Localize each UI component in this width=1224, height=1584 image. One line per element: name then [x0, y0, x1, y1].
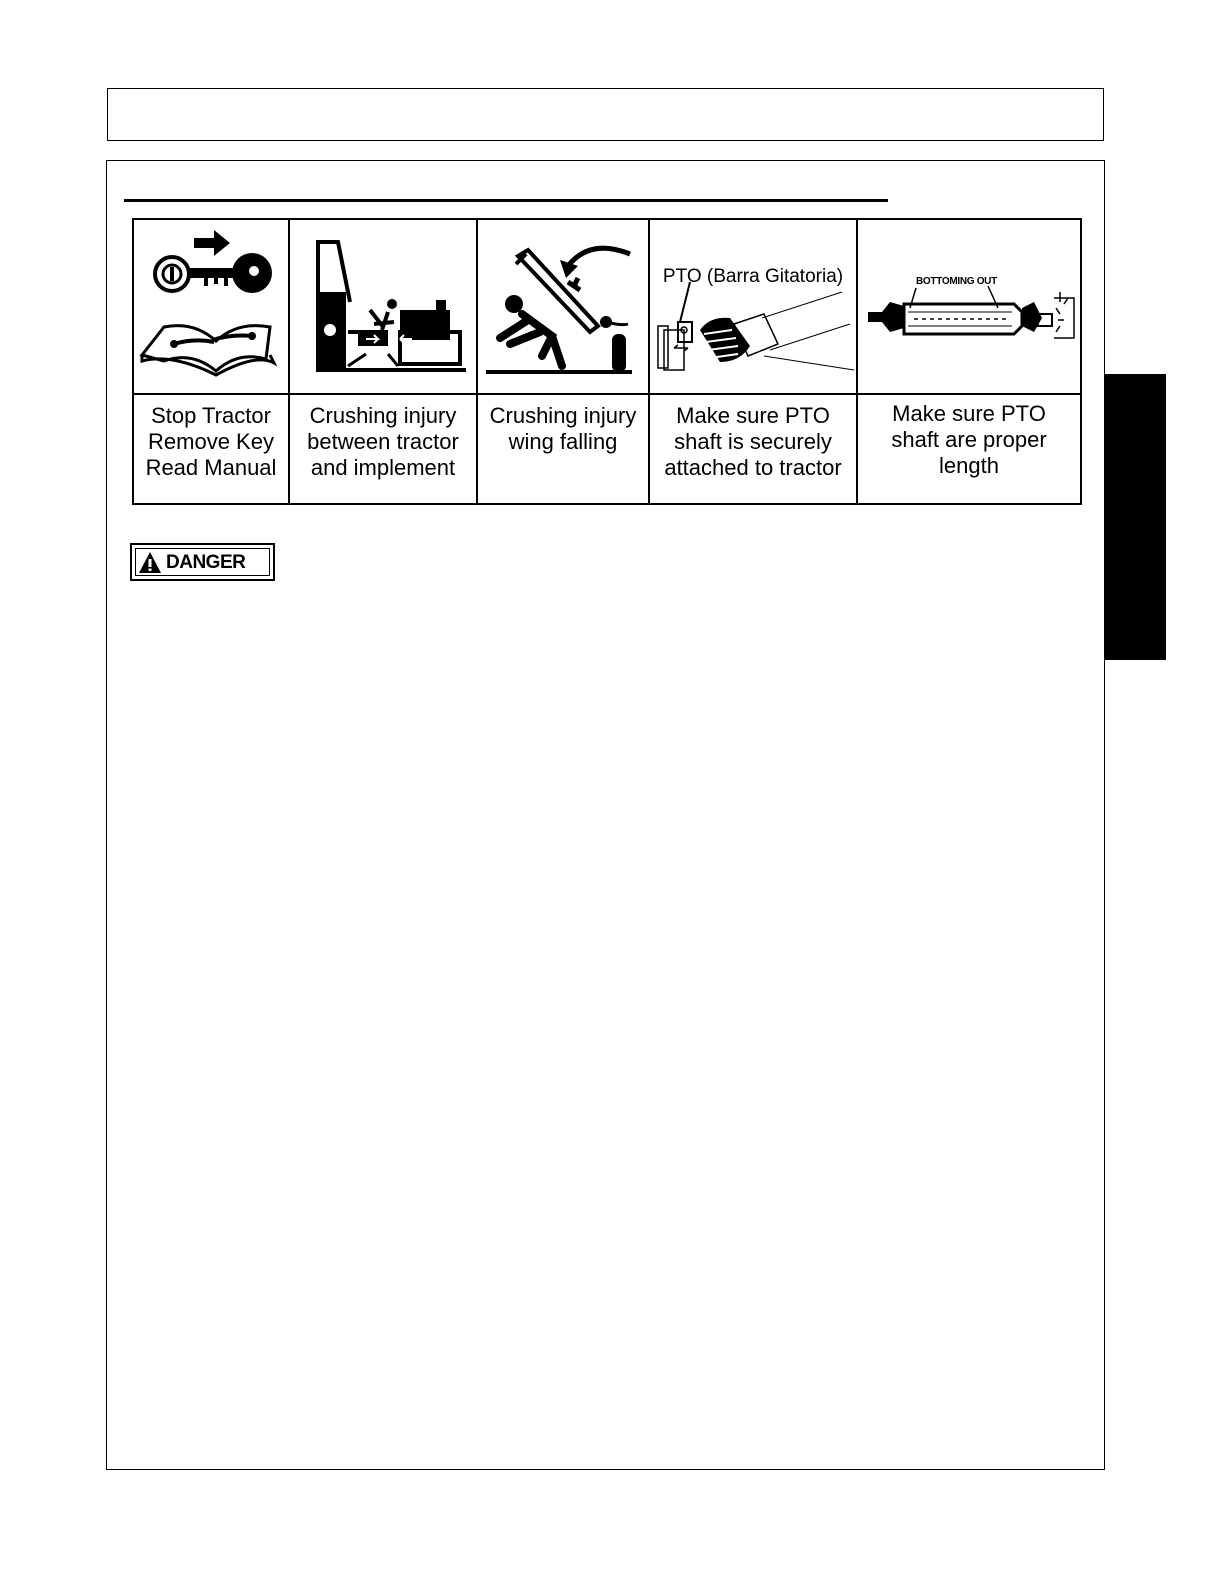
caption-line: Make sure PTO	[892, 401, 1046, 426]
page-header-box	[107, 88, 1104, 141]
caption-line: attached to tractor	[664, 455, 842, 480]
crushing-tractor-implement-icon	[290, 220, 476, 393]
sign-pictures-row	[133, 219, 1081, 394]
caption-pto-attached	[649, 394, 857, 504]
sign-cell-crushing-wing	[477, 219, 649, 394]
caption-line: Make sure PTO	[676, 403, 830, 428]
caption-line: Remove Key	[148, 429, 274, 454]
section-title-rule	[124, 199, 888, 202]
caption-line: Read Manual	[145, 455, 277, 480]
caption-line: shaft are proper	[891, 427, 1047, 452]
caption-line: between tractor	[307, 429, 459, 454]
caption-crushing-wing	[477, 394, 649, 504]
danger-label: DANGER	[166, 552, 246, 573]
pto-length-icon	[858, 220, 1080, 393]
danger-badge	[130, 543, 275, 581]
sign-cell-crushing-tractor	[289, 219, 477, 394]
sign-cell-pto-length	[857, 219, 1081, 394]
caption-line: Crushing injury	[309, 403, 457, 428]
crushing-wing-icon	[478, 220, 648, 393]
safety-sign-table	[132, 218, 1082, 505]
caption-stop-tractor	[133, 394, 289, 504]
caption-line: Stop Tractor	[151, 403, 271, 428]
caption-crushing-tractor	[289, 394, 477, 504]
caption-line: length	[939, 453, 999, 478]
caption-line: and implement	[310, 455, 456, 480]
caption-line: Crushing injury	[489, 403, 637, 428]
pto-attach-icon	[650, 220, 856, 393]
bottoming-out-label: BOTTOMING OUT	[916, 276, 997, 287]
sign-cell-pto-attached	[649, 219, 857, 394]
warning-triangle-icon	[138, 551, 162, 575]
caption-line: wing falling	[508, 429, 618, 454]
sign-cell-stop-tractor	[133, 219, 289, 394]
sign-captions-row	[133, 394, 1081, 504]
pto-picture-label: PTO (Barra Gitatoria)	[662, 266, 844, 287]
caption-pto-length	[857, 394, 1081, 504]
caption-line: shaft is securely	[674, 429, 832, 454]
section-side-tab	[1104, 374, 1166, 660]
stop-key-manual-icon	[134, 220, 288, 393]
